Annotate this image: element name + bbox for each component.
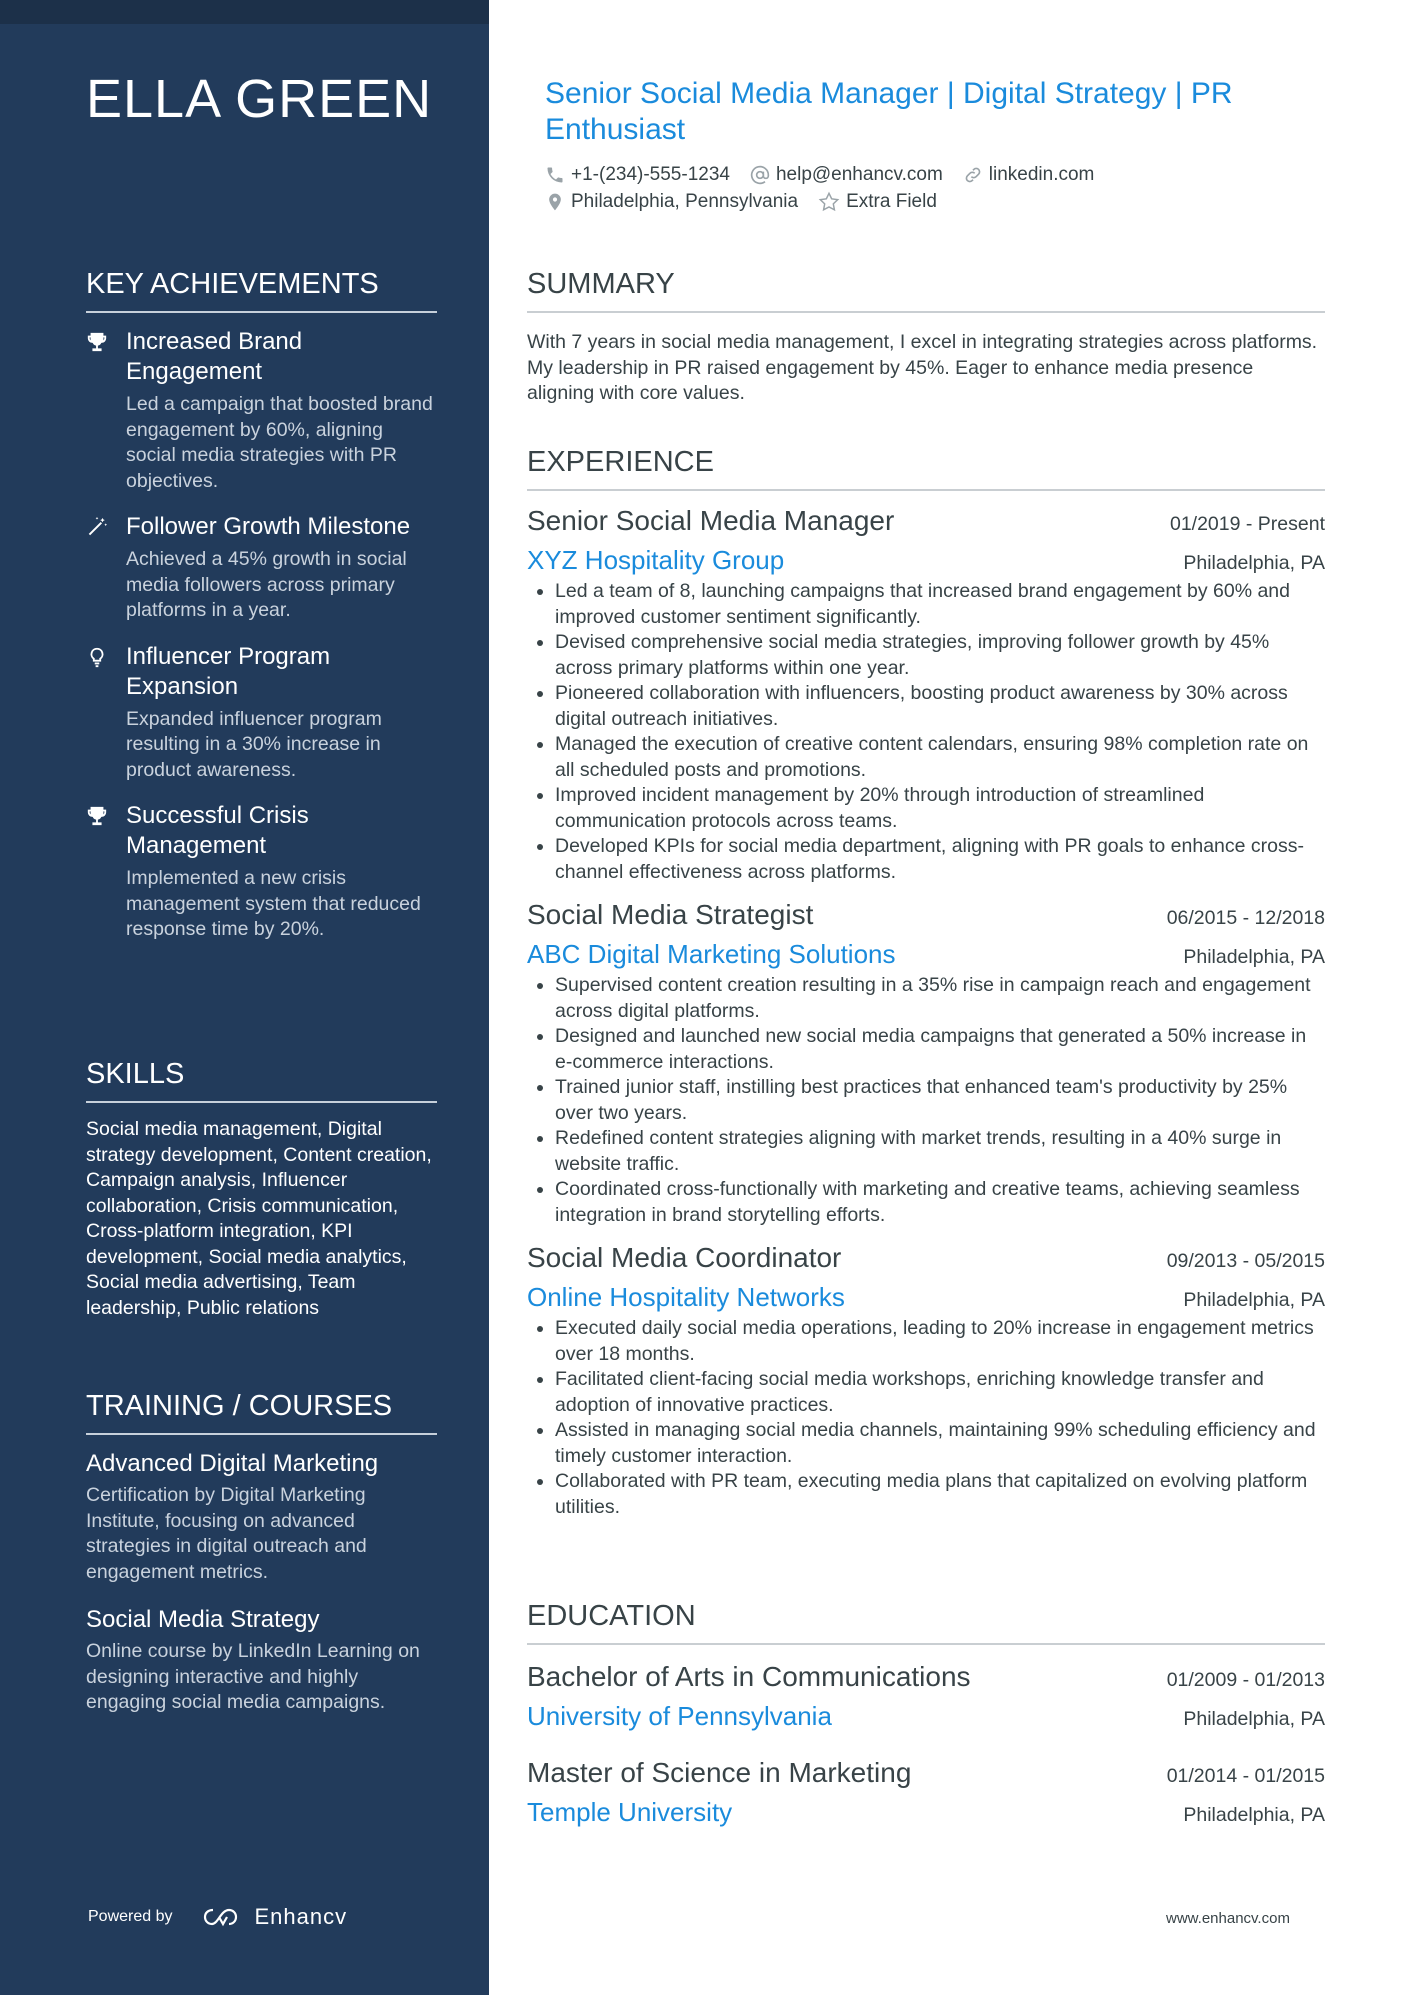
course-title: Advanced Digital Marketing <box>86 1450 379 1477</box>
candidate-name: ELLA GREEN <box>86 69 433 129</box>
job-bullet: • Led a team of 8, launching campaigns that increased brand engagement by 60% and improved customer sentiment significantly. <box>555 579 1325 630</box>
job-location: Philadelphia, PA <box>1183 946 1325 968</box>
job-title: Social Media Coordinator <box>527 1242 842 1273</box>
headline: Senior Social Media Manager | Digital Strategy | PR Enthusiast <box>545 77 1233 146</box>
job-bullets <box>527 1316 1325 1520</box>
achievement-item <box>86 801 437 943</box>
job-bullet: • Pioneered collaboration with influencers, boosting product awareness by 30% across digital outreach initiatives. <box>555 681 1325 732</box>
job-company: XYZ Hospitality Group <box>527 545 785 575</box>
extra-field <box>818 191 937 213</box>
skills-heading: SKILLS <box>86 1058 437 1103</box>
school-name: Temple University <box>527 1797 733 1827</box>
achievement-title: Influencer Program Expansion <box>126 642 331 700</box>
course-description: Certification by Digital Marketing Institute, focusing on advanced strategies in digital outreach and engagement metrics. <box>86 1484 367 1583</box>
job-company: Online Hospitality Networks <box>527 1282 845 1312</box>
course-item <box>86 1605 437 1716</box>
job-bullet: • Managed the execution of creative content calendars, ensuring 98% completion rate on all scheduled posts and promotions. <box>555 732 1325 783</box>
job-dates: 06/2015 - 12/2018 <box>1166 907 1325 929</box>
achievement-title: Follower Growth Milestone <box>126 513 411 540</box>
job-bullet: • Supervised content creation resulting in a 35% rise in campaign reach and engagement across digital platforms. <box>555 973 1325 1024</box>
key-achievements-section <box>86 268 437 961</box>
enhancv-logo[interactable] <box>201 1904 348 1930</box>
job-entry <box>527 503 1325 885</box>
school-name: University of Pennsylvania <box>527 1701 832 1731</box>
achievement-title: Increased Brand Engagement <box>126 328 303 385</box>
summary-text: With 7 years in social media management, I excel in integrating strategies across platforms. My leadership in PR raised engagement by 45%. Eager to enhance media presence aligning with core values. <box>527 331 1318 404</box>
job-bullet: • Collaborated with PR team, executing media plans that capitalized on evolving platform utilities. <box>555 1469 1325 1520</box>
link-icon <box>963 165 983 185</box>
enhancv-logo-text: Enhancv <box>254 1904 348 1929</box>
job-bullet: • Assisted in managing social media channels, maintaining 99% scheduling efficiency and timely customer interaction. <box>555 1418 1325 1469</box>
job-bullet: • Facilitated client-facing social media workshops, enriching knowledge transfer and adoption of innovative practices. <box>555 1367 1325 1418</box>
location-contact <box>545 191 798 213</box>
lightbulb-icon <box>86 642 126 784</box>
job-entry <box>527 1240 1325 1520</box>
education-section <box>527 1600 1325 1829</box>
job-dates: 09/2013 - 05/2015 <box>1166 1250 1325 1272</box>
job-bullets <box>527 579 1325 885</box>
email-address: help@enhancv.com <box>775 164 943 185</box>
summary-section <box>527 268 1325 407</box>
email-contact[interactable] <box>750 164 943 186</box>
link-contact[interactable] <box>963 164 1095 186</box>
enhancv-logo-icon <box>201 1905 247 1929</box>
trophy-icon <box>86 801 126 943</box>
key-achievements-heading: KEY ACHIEVEMENTS <box>86 268 437 313</box>
experience-heading: EXPERIENCE <box>527 446 1325 491</box>
job-bullet: • Improved incident management by 20% through introduction of streamlined communication protocols across teams. <box>555 783 1325 834</box>
degree-title: Master of Science in Marketing <box>527 1757 912 1788</box>
job-location: Philadelphia, PA <box>1183 552 1325 574</box>
school-location: Philadelphia, PA <box>1183 1804 1325 1826</box>
skills-section <box>86 1058 437 1321</box>
powered-by <box>88 1904 347 1930</box>
education-dates: 01/2014 - 01/2015 <box>1166 1765 1325 1787</box>
education-dates: 01/2009 - 01/2013 <box>1166 1669 1325 1691</box>
achievement-item <box>86 327 437 494</box>
location-text: Philadelphia, Pennsylvania <box>571 191 799 212</box>
skills-list: Social media management, Digital strategy development, Content creation, Campaign analysis, Influencer collaboration, Crisis communication, Cross-platform integration, KPI development, Social media analytics, Social media advertising, Team leadership, Public relations <box>86 1118 432 1319</box>
star-icon <box>818 191 840 213</box>
achievement-description: Expanded influencer program resulting in a 30% increase in product awareness. <box>126 707 382 781</box>
achievement-description: Achieved a 45% growth in social media followers across primary platforms in a year. <box>126 548 407 621</box>
achievement-item <box>86 512 437 624</box>
education-entry <box>527 1755 1325 1829</box>
school-location: Philadelphia, PA <box>1183 1708 1325 1730</box>
education-heading: EDUCATION <box>527 1600 1325 1645</box>
powered-by-label: Powered by <box>88 1908 173 1925</box>
phone-number: +1-(234)-555-1234 <box>571 164 730 185</box>
magic-wand-icon <box>86 512 126 624</box>
training-section <box>86 1390 437 1736</box>
course-title: Social Media Strategy <box>86 1606 320 1633</box>
location-pin-icon <box>545 192 565 212</box>
job-company: ABC Digital Marketing Solutions <box>527 939 896 969</box>
job-location: Philadelphia, PA <box>1183 1289 1325 1311</box>
degree-title: Bachelor of Arts in Communications <box>527 1661 971 1692</box>
achievement-item <box>86 642 437 784</box>
course-description: Online course by LinkedIn Learning on designing interactive and highly engaging social media campaigns. <box>86 1640 420 1713</box>
achievement-description: Led a campaign that boosted brand engagement by 60%, aligning social media strategies with PR objectives. <box>126 393 433 492</box>
sidebar-top-bar <box>0 0 489 24</box>
summary-heading: SUMMARY <box>527 268 1325 313</box>
job-bullet: • Designed and launched new social media campaigns that generated a 50% increase in e-commerce interactions. <box>555 1024 1325 1075</box>
education-entry <box>527 1659 1325 1733</box>
at-icon <box>750 165 770 185</box>
job-bullet: • Trained junior staff, instilling best practices that enhanced team's productivity by 25% over two years. <box>555 1075 1325 1126</box>
trophy-icon <box>86 327 126 494</box>
extra-field-text: Extra Field <box>846 191 937 212</box>
achievement-title: Successful Crisis Management <box>126 802 309 859</box>
job-title: Social Media Strategist <box>527 899 814 930</box>
phone-icon <box>545 165 565 185</box>
job-bullets <box>527 973 1325 1228</box>
job-bullet: • Executed daily social media operations, leading to 20% increase in engagement metrics over 18 months. <box>555 1316 1325 1367</box>
contact-row-2 <box>545 191 957 213</box>
achievement-description: Implemented a new crisis management system that reduced response time by 20%. <box>126 867 421 940</box>
experience-section <box>527 446 1325 1520</box>
training-heading: TRAINING / COURSES <box>86 1390 437 1435</box>
job-bullet: • Redefined content strategies aligning with market trends, resulting in a 40% surge in website traffic. <box>555 1126 1325 1177</box>
job-bullet: • Coordinated cross-functionally with marketing and creative teams, achieving seamless integration in brand storytelling efforts. <box>555 1177 1325 1228</box>
contact-row-1 <box>545 164 1114 186</box>
phone-contact <box>545 164 730 186</box>
footer-url[interactable]: www.enhancv.com <box>1166 1910 1290 1927</box>
job-dates: 01/2019 - Present <box>1169 513 1325 535</box>
job-entry <box>527 897 1325 1228</box>
course-item <box>86 1449 437 1585</box>
link-text: linkedin.com <box>988 164 1095 185</box>
job-bullet: • Developed KPIs for social media department, aligning with PR goals to enhance cross-channel effectiveness across platforms. <box>555 834 1325 885</box>
sidebar <box>0 0 489 1995</box>
job-title: Senior Social Media Manager <box>527 505 895 536</box>
job-bullet: • Devised comprehensive social media strategies, improving follower growth by 45% across primary platforms within one year. <box>555 630 1325 681</box>
